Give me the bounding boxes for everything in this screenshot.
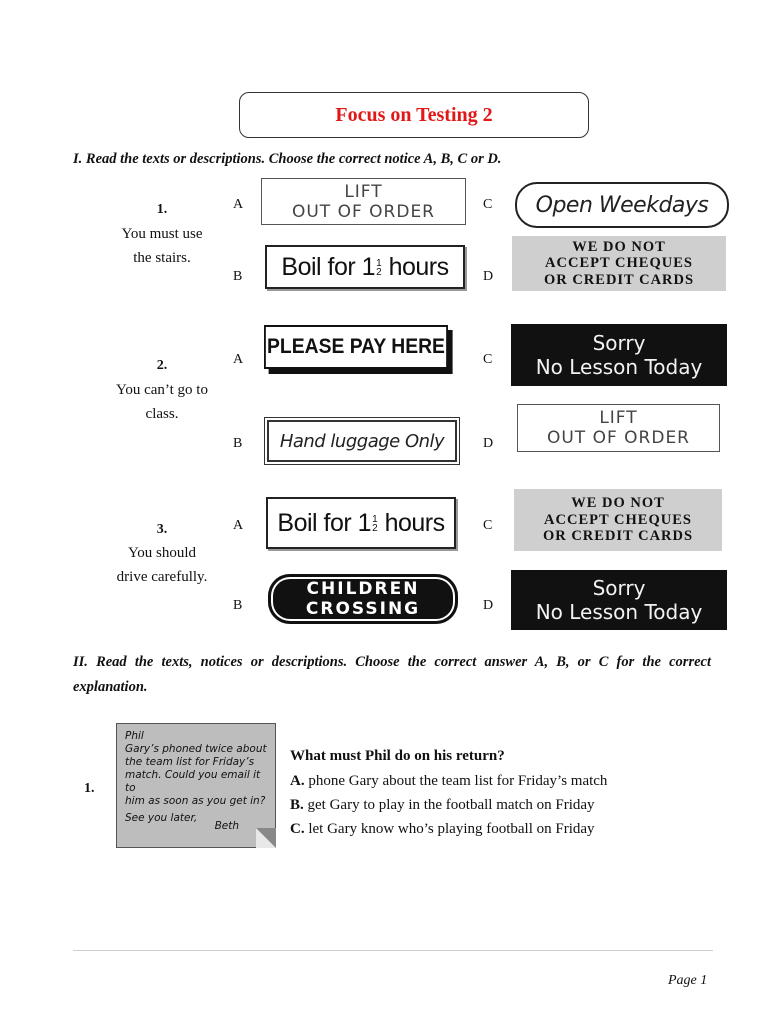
notice-line: PLEASE PAY HERE bbox=[267, 335, 445, 358]
note-image bbox=[116, 723, 276, 848]
notice-line: No Lesson Today bbox=[535, 355, 703, 379]
boil-text: Boil for 1 bbox=[277, 508, 372, 537]
page-number: Page 1 bbox=[668, 973, 708, 988]
question-number: 2. bbox=[156, 358, 168, 373]
option-letter-a: A bbox=[233, 197, 244, 212]
notice-line: ACCEPT CHEQUES bbox=[545, 255, 693, 272]
question-number: 1. bbox=[156, 202, 168, 217]
notice-line: ACCEPT CHEQUES bbox=[544, 511, 692, 528]
notice-line: LIFT bbox=[344, 181, 383, 202]
notice-line: CROSSING bbox=[305, 599, 421, 619]
notice-line: Open Weekdays bbox=[535, 192, 709, 218]
notice-please-pay-here[interactable] bbox=[264, 325, 448, 369]
answer-option-c[interactable] bbox=[290, 817, 595, 841]
footer-divider bbox=[73, 950, 713, 951]
note-line: Gary’s phoned twice about bbox=[125, 743, 267, 755]
option-letter: A. bbox=[290, 773, 305, 789]
option-letter-d: D bbox=[483, 436, 494, 451]
note-line: Phil bbox=[125, 730, 144, 742]
page-curl bbox=[256, 828, 276, 848]
notice-line: OUT OF ORDER bbox=[546, 428, 690, 448]
notice-open-weekdays[interactable] bbox=[515, 182, 729, 228]
note-line: match. Could you email it to bbox=[125, 769, 261, 794]
option-letter-d: D bbox=[483, 269, 494, 284]
option-text: let Gary know who’s playing football on Friday bbox=[304, 821, 595, 837]
section2-question: What must Phil do on his return? bbox=[290, 748, 505, 764]
notice-sorry-no-lesson[interactable] bbox=[511, 570, 727, 630]
question-number: 1. bbox=[84, 781, 95, 796]
question-line: class. bbox=[145, 406, 179, 422]
boil-text: hours bbox=[382, 252, 449, 281]
notice-lift-out-of-order[interactable] bbox=[261, 178, 466, 225]
option-letter-c: C bbox=[483, 197, 493, 212]
option-letter: C. bbox=[290, 821, 305, 837]
notice-line: Sorry bbox=[592, 331, 646, 355]
fraction-numerator: 1 bbox=[376, 257, 382, 269]
notice-line bbox=[281, 253, 448, 282]
note-line: him as soon as you get in? bbox=[125, 795, 266, 807]
question-number: 3. bbox=[156, 522, 168, 537]
notice-line: Sorry bbox=[592, 576, 646, 600]
question-line: You should bbox=[127, 545, 197, 561]
option-letter-c: C bbox=[483, 352, 493, 367]
fraction bbox=[372, 515, 377, 533]
answer-option-a[interactable] bbox=[290, 769, 607, 793]
notice-hand-luggage[interactable] bbox=[267, 420, 457, 462]
note-line: See you later, bbox=[125, 812, 198, 824]
question-line: You can’t go to bbox=[116, 382, 208, 398]
notice-line: OR CREDIT CARDS bbox=[542, 528, 694, 545]
notice-line: OR CREDIT CARDS bbox=[543, 271, 695, 288]
section2-instruction: II. Read the texts, notices or descriptions. Choose the correct answer A, B, or C for the correct explanation. bbox=[73, 654, 711, 695]
question-line: the stairs. bbox=[133, 250, 191, 266]
option-letter-b: B bbox=[233, 269, 243, 284]
answer-option-b[interactable] bbox=[290, 793, 595, 817]
boil-text: Boil for 1 bbox=[281, 252, 376, 281]
notice-line: LIFT bbox=[599, 408, 638, 428]
notice-line: WE DO NOT bbox=[572, 238, 666, 255]
option-text: phone Gary about the team list for Friday’s match bbox=[304, 773, 608, 789]
notice-line: WE DO NOT bbox=[571, 495, 665, 512]
fraction bbox=[376, 259, 381, 277]
option-letter-b: B bbox=[233, 598, 243, 613]
notice-line: CHILDREN bbox=[306, 579, 420, 599]
option-text: get Gary to play in the football match on Friday bbox=[303, 797, 595, 813]
notice-line: OUT OF ORDER bbox=[291, 201, 435, 222]
option-letter-c: C bbox=[483, 518, 493, 533]
option-letter: B. bbox=[290, 797, 304, 813]
notice-lift-out-of-order[interactable] bbox=[517, 404, 720, 452]
notice-line bbox=[277, 509, 444, 538]
question-line: You must use bbox=[121, 226, 203, 242]
boil-text: hours bbox=[378, 508, 445, 537]
question-text bbox=[108, 378, 216, 426]
notice-boil-hours[interactable] bbox=[265, 245, 465, 289]
notice-no-cheques[interactable] bbox=[514, 489, 722, 551]
note-line: the team list for Friday’s bbox=[125, 756, 255, 768]
notice-sorry-no-lesson[interactable] bbox=[511, 324, 727, 386]
notice-line: No Lesson Today bbox=[535, 600, 703, 624]
option-letter-b: B bbox=[233, 436, 243, 451]
notice-no-cheques[interactable] bbox=[512, 236, 726, 291]
question-text bbox=[106, 541, 218, 589]
note-signature: Beth bbox=[214, 820, 239, 832]
section1-instruction: I. Read the texts or descriptions. Choose the correct notice A, B, C or D. bbox=[73, 151, 502, 167]
page-title: Focus on Testing 2 bbox=[239, 92, 589, 138]
fraction-numerator: 1 bbox=[372, 513, 378, 525]
notice-line: Hand luggage Only bbox=[279, 430, 445, 452]
question-text bbox=[112, 222, 212, 270]
fraction-denominator: 2 bbox=[376, 266, 382, 278]
question-line: drive carefully. bbox=[116, 569, 208, 585]
option-letter-d: D bbox=[483, 598, 494, 613]
option-letter-a: A bbox=[233, 518, 244, 533]
notice-children-crossing[interactable] bbox=[268, 574, 458, 624]
option-letter-a: A bbox=[233, 352, 244, 367]
notice-boil-hours[interactable] bbox=[266, 497, 456, 549]
fraction-denominator: 2 bbox=[372, 522, 378, 534]
